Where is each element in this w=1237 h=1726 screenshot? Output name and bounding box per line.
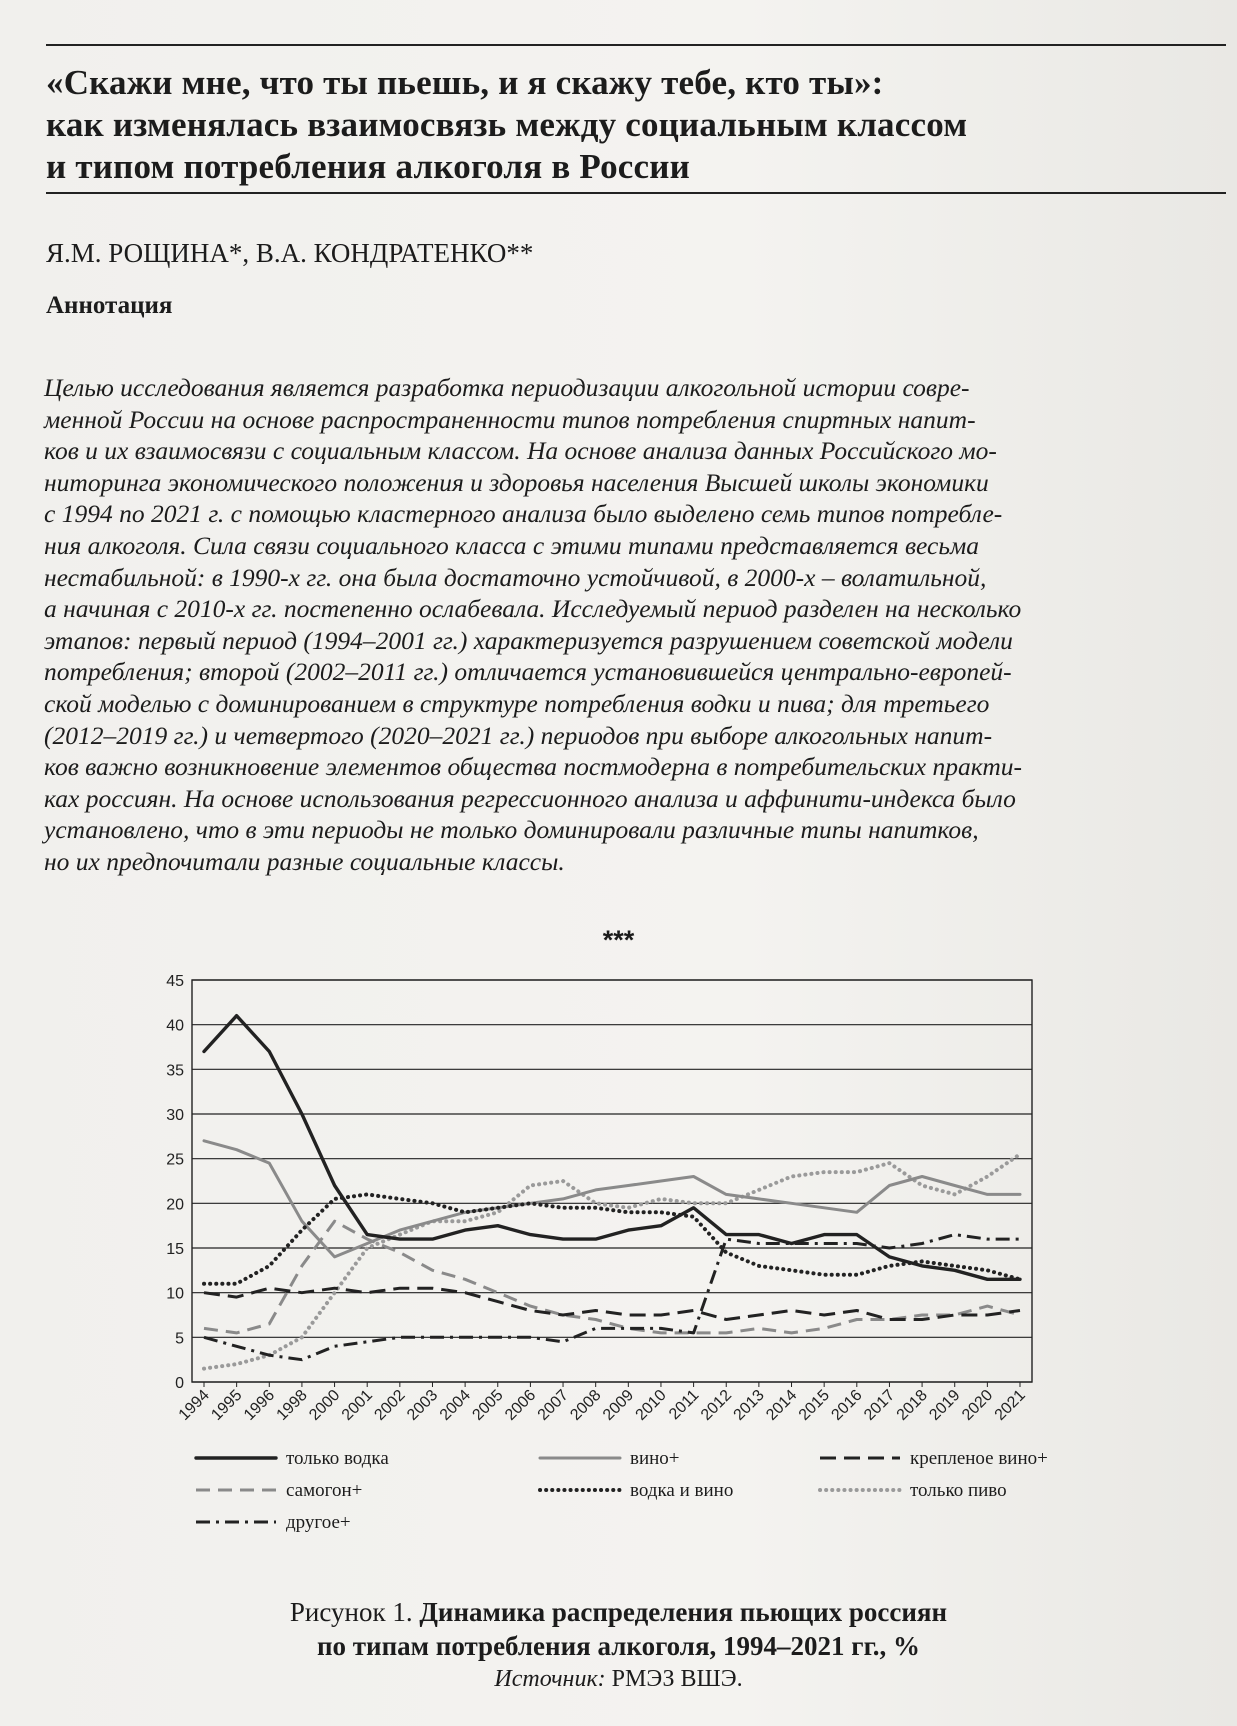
article-title	[46, 62, 1226, 188]
y-tick-label: 40	[166, 1017, 184, 1035]
caption-prefix: Рисунок 1.	[289, 1597, 413, 1627]
legend-label: только пиво	[910, 1480, 1007, 1501]
x-tick-label: 2012	[697, 1386, 736, 1424]
abstract-line: но их предпочитали разные социальные классы.	[44, 846, 565, 876]
x-tick-label: 2021	[991, 1386, 1029, 1424]
y-tick-label: 35	[166, 1062, 184, 1080]
x-tick-label: 2015	[795, 1386, 833, 1424]
x-tick-label: 2009	[599, 1386, 638, 1424]
legend-label: самогон+	[286, 1480, 363, 1501]
y-tick-label: 25	[166, 1151, 184, 1169]
legend-label: другое+	[286, 1512, 351, 1533]
abstract-line: потребления; второй (2002–2011 гг.) отличается установившейся центрально-европей-	[44, 657, 1012, 687]
title-line: «Скажи мне, что ты пьешь, и я скажу тебе, кто ты»:	[46, 63, 884, 102]
caption-title-line2: по типам потребления алкоголя, 1994–2021 гг., %	[316, 1631, 921, 1661]
x-tick-label: 2000	[306, 1386, 344, 1424]
y-tick-label: 45	[166, 973, 184, 990]
x-tick-label: 2011	[666, 1386, 703, 1424]
x-tick-label: 2013	[730, 1386, 768, 1424]
x-tick-label: 2016	[828, 1386, 866, 1424]
x-tick-label: 2017	[861, 1386, 899, 1424]
y-tick-label: 10	[166, 1285, 184, 1303]
abstract-line: ниторинга экономического положения и здоровья населения Высшей школы экономики	[44, 467, 989, 497]
source-label: Источник:	[494, 1666, 606, 1692]
series-line	[204, 1235, 1020, 1360]
x-tick-label: 2020	[958, 1386, 997, 1424]
caption-title-line1: Динамика распределения пьющих россиян	[419, 1597, 948, 1627]
x-tick-label: 2001	[338, 1386, 377, 1424]
title-line: и типом потребления алкоголя в России	[46, 147, 690, 186]
x-tick-label: 2003	[404, 1386, 442, 1424]
x-tick-label: 2019	[926, 1386, 964, 1424]
top-rule	[46, 44, 1226, 46]
y-tick-label: 20	[166, 1196, 184, 1214]
y-tick-label: 0	[175, 1375, 184, 1392]
abstract-line: с 1994 по 2021 г. с помощью кластерного анализа было выделено семь типов потребле-	[44, 499, 1003, 529]
abstract-line: менной России на основе распространенности типов потребления спиртных напит-	[44, 404, 976, 434]
legend-label: вино+	[630, 1448, 680, 1469]
authors: Я.М. РОЩИНА*, В.А. КОНДРАТЕНКО**	[46, 238, 534, 268]
abstract-line: установлено, что в эти периоды не только доминировали различные типы напитков,	[44, 815, 979, 845]
bottom-title-rule	[46, 192, 1226, 194]
x-tick-label: 2002	[371, 1386, 409, 1424]
annotation-heading: Аннотация	[46, 292, 173, 319]
abstract-line: а начиная с 2010-х гг. постепенно ослабевала. Исследуемый период разделен на несколько	[44, 594, 1022, 624]
legend-label: только водка	[286, 1448, 389, 1469]
x-tick-label: 2014	[763, 1386, 801, 1424]
abstract-line: этапов: первый период (1994–2001 гг.) характеризуется разрушением советской модели	[44, 625, 1013, 655]
series-line	[204, 1016, 1020, 1280]
abstract-line: (2012–2019 гг.) и четвертого (2020–2021 гг.) периодов при выборе алкогольных напит-	[44, 720, 993, 750]
y-tick-label: 15	[166, 1241, 184, 1258]
x-tick-label: 2008	[567, 1386, 605, 1424]
abstract-line: Целью исследования является разработка периодизации алкогольной истории совре-	[44, 373, 970, 402]
line-chart	[0, 960, 1237, 1590]
x-tick-label: 1998	[273, 1386, 311, 1424]
section-separator: ***	[602, 925, 635, 955]
x-tick-label: 1994	[175, 1386, 213, 1424]
title-line: как изменялась взаимосвязь между социальным классом	[46, 105, 968, 144]
abstract	[44, 372, 1220, 878]
abstract-line: ния алкоголя. Сила связи социального класса с этими типами представляется весьма	[44, 530, 979, 560]
y-tick-label: 30	[166, 1107, 184, 1124]
x-tick-label: 1995	[208, 1386, 246, 1424]
x-tick-label: 2018	[893, 1386, 931, 1424]
legend-label: крепленое вино+	[910, 1448, 1048, 1469]
x-tick-label: 2010	[632, 1386, 670, 1424]
abstract-line: нестабильной: в 1990-х гг. она была достаточно устойчивой, в 2000-х – волатильной,	[44, 562, 987, 592]
y-tick-label: 5	[175, 1330, 184, 1348]
abstract-line: ской моделью с доминированием в структуре потребления водки и пива; для третьего	[44, 688, 990, 718]
source-value: РМЭЗ ВШЭ.	[611, 1666, 743, 1692]
legend-label: водка и вино	[630, 1480, 734, 1501]
x-tick-label: 2006	[502, 1386, 540, 1424]
abstract-line: ков и их взаимосвязи с социальным классом. На основе анализа данных Российского мо-	[44, 436, 997, 466]
series-line	[204, 1221, 1020, 1333]
figure-caption	[0, 1595, 1237, 1663]
figure-source	[0, 1666, 1237, 1693]
x-tick-label: 2005	[469, 1386, 507, 1424]
abstract-line: ках россиян. На основе использования регрессионного анализа и аффинити-индекса было	[44, 783, 1016, 813]
x-tick-label: 1996	[240, 1386, 279, 1424]
x-tick-label: 2004	[436, 1386, 474, 1424]
abstract-line: ков важно возникновение элементов общества постмодерна в потребительских практи-	[44, 752, 1023, 782]
series-line	[204, 1194, 1020, 1283]
x-tick-label: 2007	[534, 1386, 572, 1424]
